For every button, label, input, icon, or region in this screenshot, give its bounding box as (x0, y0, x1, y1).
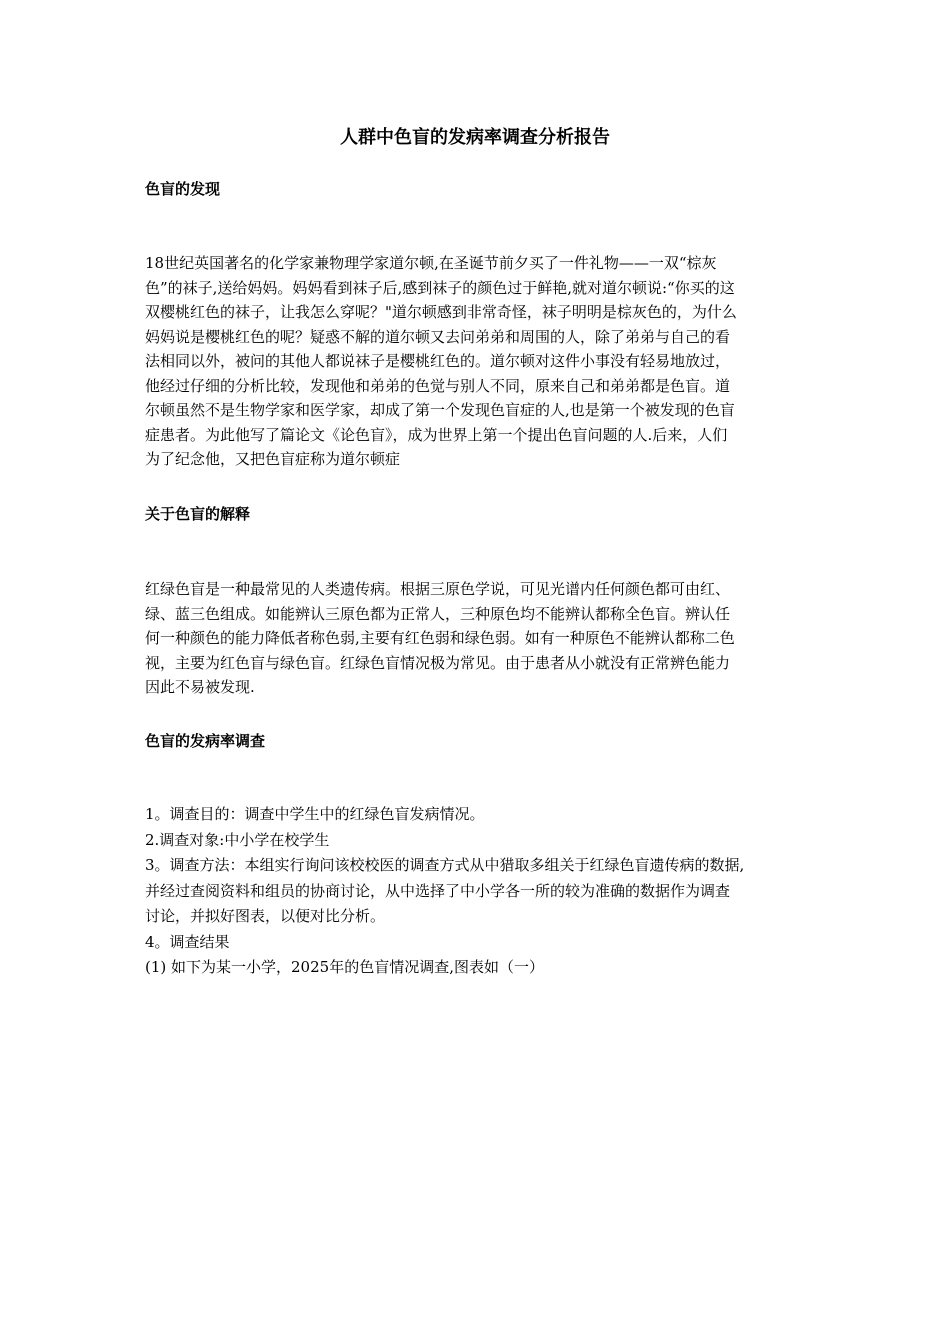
text-line: 色”的袜子,送给妈妈。妈妈看到袜子后,感到袜子的颜色过于鲜艳,就对道尔顿说:“你买的这 (145, 278, 735, 297)
text-line: 他经过仔细的分析比较，发现他和弟弟的色觉与别人不同，原来自己和弟弟都是色盲。道 (145, 376, 731, 395)
list-item: 2.调查对象:中小学在校学生 (145, 830, 330, 849)
list-item: 4。调查结果 (145, 932, 230, 951)
text-line: 何一种颜色的能力降低者称色弱,主要有红色弱和绿色弱。如有一种原色不能辨认都称二色 (145, 629, 735, 647)
list-item: 讨论，并拟好图表，以便对比分析。 (145, 907, 386, 925)
list-item: (1) 如下为某一小学，2025年的色盲情况调查,图表如（一） (145, 958, 544, 976)
text-line: 18世纪英国著名的化学家兼物理学家道尔顿,在圣诞节前夕买了一件礼物——一双“棕灰 (145, 254, 717, 272)
document-title: 人群中色盲的发病率调查分析报告 (340, 127, 610, 148)
text-line: 红绿色盲是一种最常见的人类遗传病。根据三原色学说，可见光谱内任何颜色都可由红、 (145, 580, 731, 598)
text-line: 视，主要为红色盲与绿色盲。红绿色盲情况极为常见。由于患者从小就没有正常辨色能力 (145, 653, 731, 672)
paragraph-discovery (145, 251, 813, 472)
text-line: 症患者。为此他写了篇论文《论色盲》，成为世界上第一个提出色盲问题的人.后来，人们 (145, 425, 728, 444)
list-item: 1。调查目的：调查中学生中的红绿色盲发病情况。 (145, 805, 485, 823)
text-line: 法相同以外，被问的其他人都说袜子是樱桃红色的。道尔顿对这件小事没有轻易地放过， (145, 352, 731, 370)
survey-list (145, 802, 813, 981)
section-heading-survey: 色盲的发病率调查 (145, 732, 266, 750)
section-heading-discovery: 色盲的发现 (145, 180, 221, 198)
paragraph-explanation (145, 577, 813, 700)
text-line: 妈妈说是樱桃红色的呢？疑惑不解的道尔顿又去问弟弟和周围的人，除了弟弟与自己的看 (145, 327, 731, 346)
text-line: 因此不易被发现. (145, 678, 255, 696)
text-line: 双樱桃红色的袜子，让我怎么穿呢？"道尔顿感到非常奇怪，袜子明明是棕灰色的，为什么 (145, 303, 737, 321)
text-line: 为了纪念他，又把色盲症称为道尔顿症 (145, 450, 401, 468)
section-heading-explanation: 关于色盲的解释 (145, 505, 251, 523)
text-line: 尔顿虽然不是生物学家和医学家，却成了第一个发现色盲症的人,也是第一个被发现的色盲 (145, 401, 735, 419)
text-line: 绿、蓝三色组成。如能辨认三原色都为正常人，三种原色均不能辨认都称全色盲。辨认任 (145, 604, 731, 623)
list-item: 3。调查方法：本组实行询问该校校医的调查方式从中猎取多组关于红绿色盲遗传病的数据, (145, 856, 745, 874)
list-item: 并经过查阅资料和组员的协商讨论，从中选择了中小学各一所的较为准确的数据作为调查 (145, 881, 731, 900)
